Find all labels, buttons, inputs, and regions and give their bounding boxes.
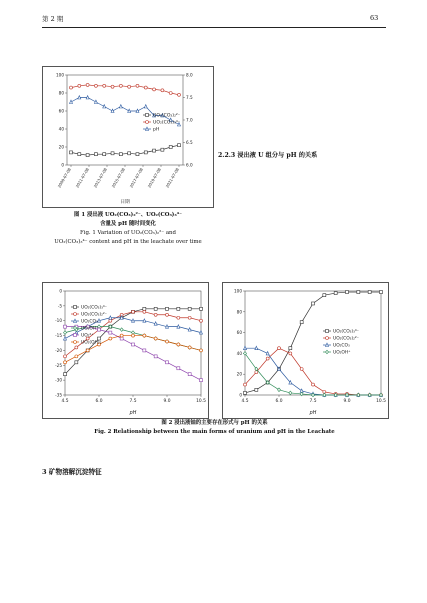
fig2a-data-point: [120, 337, 123, 340]
fig2b-ytick-label: 20: [236, 371, 242, 377]
fig2a-ytick-label: -25: [55, 362, 62, 368]
fig1-data-point: [119, 105, 122, 108]
fig1-data-point: [169, 92, 172, 95]
fig2b-data-point: [255, 388, 258, 391]
fig2a-data-point: [177, 325, 180, 328]
fig2a-data-point: [64, 355, 67, 358]
fig2a-legend-marker: [74, 341, 77, 344]
fig2b-data-point: [289, 352, 292, 355]
fig2a-data-point: [64, 325, 67, 328]
fig1-data-point: [136, 109, 139, 112]
fig2a-data-point: [154, 313, 157, 316]
fig2a-data-point: [132, 343, 135, 346]
fig1-data-point: [144, 86, 147, 89]
fig2a-series-line: [65, 336, 201, 363]
fig2a-data-point: [143, 349, 146, 352]
fig2a-data-point: [109, 337, 112, 340]
fig2a-legend-label: UO₂(CO₃)₂²⁻: [81, 312, 107, 318]
fig2b-ytick-label: 100: [234, 288, 242, 294]
fig2a-xtick-label: 4.5: [61, 399, 69, 404]
fig2a-data-point: [132, 319, 135, 322]
fig2b-ytick-label: 0: [239, 392, 242, 398]
fig2a-data-point: [166, 361, 169, 364]
fig1-ytick-label: 80: [58, 90, 64, 96]
fig1-data-point: [136, 84, 139, 87]
fig1-xtick-label: 2009-07-08: [56, 167, 72, 189]
fig2b-xtick-label: 10.5: [376, 399, 386, 404]
fig2a-data-point: [64, 373, 67, 376]
fig1-xtick-label: 2021-07-08: [164, 167, 180, 189]
fig1-data-point: [94, 84, 97, 87]
fig1-y2tick-label: 7.5: [186, 95, 193, 100]
fig1-caption-cn-2: 含量及 pH 随时间变化: [100, 221, 156, 227]
fig2b-ytick-label: 60: [236, 330, 242, 336]
fig2b-data-point: [244, 383, 247, 386]
figure-1-frame: [42, 66, 214, 208]
fig2a-xtick-label: 10.5: [196, 399, 206, 404]
fig1-data-point: [178, 93, 181, 96]
fig1-data-point: [94, 153, 97, 156]
fig2b-data-point: [312, 383, 315, 386]
fig2a-legend-marker: [74, 319, 77, 322]
fig1-legend-marker: [146, 114, 149, 117]
fig2b-data-point: [300, 321, 303, 324]
fig1-data-point: [161, 148, 164, 151]
running-head-left: 第 2 期: [42, 15, 64, 23]
fig2b-data-point: [346, 291, 349, 294]
fig2-caption-cn: 图 2 浸出液铀的主要存在形式与 pH 的关系: [161, 420, 268, 426]
subsection-title: 2.2.3 浸出液 U 组分与 pH 的关系: [218, 152, 318, 159]
fig2a-data-point: [154, 307, 157, 310]
fig2b-data-point: [266, 357, 269, 360]
fig2a-ytick-label: -30: [55, 377, 62, 383]
fig2a-legend-marker: [74, 313, 77, 316]
fig2a-xtick-label: 7.5: [129, 399, 137, 404]
fig1-data-point: [144, 151, 147, 154]
fig2a-legend-marker: [74, 306, 77, 309]
fig1-legend-label: UO₂(CO₃)₃⁴⁻: [153, 120, 181, 126]
fig2a-data-point: [75, 361, 78, 364]
fig2a-legend-marker: [74, 334, 77, 337]
fig2b-data-point: [255, 346, 258, 349]
fig2a-ytick-label: -5: [57, 303, 62, 309]
fig2a-data-point: [154, 355, 157, 358]
fig1-data-point: [103, 84, 106, 87]
fig2a-ytick-label: -15: [55, 333, 62, 339]
fig2a-data-point: [64, 361, 67, 364]
fig2a-legend-label: UO₂CO₃: [81, 319, 98, 325]
fig2b-ytick-label: 80: [236, 309, 242, 315]
fig1-data-point: [128, 152, 131, 155]
fig2a-data-point: [177, 367, 180, 370]
fig2a-data-point: [154, 337, 157, 340]
fig2b-data-point: [323, 294, 326, 297]
fig2b-series-line: [245, 348, 381, 395]
fig2b-legend-marker: [326, 330, 329, 333]
figure-2a-frame: [42, 282, 209, 419]
fig2b-series-line: [245, 348, 381, 395]
fig2a-data-point: [98, 337, 101, 340]
fig1-legend-marker: [146, 121, 149, 124]
fig2b-data-point: [244, 346, 247, 349]
fig2a-data-point: [188, 316, 191, 319]
fig2a-data-point: [177, 307, 180, 310]
fig1-data-point: [169, 146, 172, 149]
fig1-y2tick-label: 6.5: [186, 140, 193, 145]
fig1-data-point: [119, 84, 122, 87]
fig1-xtick-label: 2015-07-08: [110, 167, 126, 189]
fig2a-data-point: [188, 373, 191, 376]
fig2b-data-point: [312, 302, 315, 305]
fig2b-legend-label: UO₂(CO₃)₂²⁻: [333, 336, 359, 342]
fig2a-legend-label: UO₂(CO₃)₃⁴⁻: [81, 305, 107, 311]
fig2a-ytick-label: -20: [55, 347, 62, 353]
fig1-data-point: [103, 105, 106, 108]
fig2a-data-point: [86, 349, 89, 352]
fig2b-data-point: [244, 391, 247, 394]
fig1-legend-label: pH: [153, 127, 160, 133]
fig1-data-point: [128, 85, 131, 88]
fig2a-data-point: [166, 325, 169, 328]
header-rule: [42, 27, 386, 28]
fig2a-data-point: [200, 379, 203, 382]
fig1-y2tick-label: 6.0: [186, 162, 193, 168]
fig2a-data-point: [120, 328, 123, 332]
fig1-data-point: [86, 96, 89, 99]
fig1-data-point: [111, 85, 114, 88]
fig1-data-point: [86, 154, 89, 157]
fig1-data-point: [136, 153, 139, 156]
fig1-legend-label: UO₂(CO₃)₂²⁻: [153, 113, 181, 119]
fig1-data-point: [78, 153, 81, 156]
fig2b-data-point: [289, 347, 292, 350]
fig2a-data-point: [75, 355, 78, 358]
fig1-data-point: [161, 89, 164, 92]
fig1-data-point: [153, 88, 156, 91]
fig1-data-point: [119, 153, 122, 156]
fig2a-data-point: [166, 307, 169, 310]
fig2a-data-point: [177, 316, 180, 319]
fig1-caption-cn-1: 图 1 浸出液 UO₂(CO₃)₂²⁻、UO₂(CO₃)₃⁴⁻: [74, 212, 182, 218]
fig2a-data-point: [143, 310, 146, 313]
fig2a-ytick-label: -35: [55, 392, 62, 398]
fig2b-data-point: [380, 291, 383, 294]
fig2b-legend-marker: [326, 343, 329, 346]
fig1-data-point: [70, 86, 73, 89]
fig2a-data-point: [75, 346, 78, 349]
fig2a-data-point: [132, 310, 135, 313]
figure-2b-chart: [223, 283, 388, 418]
fig2b-data-point: [289, 391, 292, 395]
fig1-data-point: [153, 149, 156, 152]
fig2a-data-point: [109, 316, 112, 319]
fig2b-data-point: [368, 291, 371, 294]
fig2a-data-point: [143, 319, 146, 322]
fig2a-legend-label: UO₂OH⁺: [81, 326, 99, 332]
fig1-data-point: [70, 151, 73, 154]
fig1-ytick-label: 0: [61, 162, 64, 168]
fig1-ytick-label: 20: [58, 144, 64, 150]
fig1-data-point: [111, 152, 114, 155]
fig1-data-point: [128, 109, 131, 112]
fig2b-data-point: [278, 347, 281, 350]
fig2b-series-line: [245, 353, 381, 395]
fig1-data-point: [111, 109, 114, 112]
fig2b-data-point: [357, 291, 360, 294]
fig2a-data-point: [64, 337, 67, 340]
fig1-data-point: [78, 84, 81, 87]
fig2a-data-point: [177, 343, 180, 346]
figure-2b-frame: [222, 282, 389, 419]
fig2b-legend-marker: [326, 350, 329, 354]
fig2b-xtick-label: 6.0: [275, 399, 283, 404]
fig2a-data-point: [64, 331, 67, 335]
fig1-xtick-label: 2011-07-08: [74, 167, 90, 189]
fig2a-legend-label: UO₂²⁺: [81, 333, 94, 339]
fig1-data-point: [70, 100, 73, 103]
fig2a-data-point: [200, 331, 203, 334]
fig1-data-point: [178, 144, 181, 147]
fig2b-legend-label: UO₂OH⁺: [333, 350, 351, 356]
fig2a-data-point: [143, 334, 146, 337]
fig2a-data-point: [98, 319, 101, 322]
fig2a-data-point: [166, 313, 169, 316]
fig2a-data-point: [109, 331, 112, 334]
fig2-caption-en: Fig. 2 Relationship between the main forms of uranium and pH in the Leachate: [94, 429, 335, 435]
fig2b-legend-label: UO₂CO₃: [333, 343, 350, 349]
fig1-data-point: [78, 96, 81, 99]
fig2a-data-point: [166, 340, 169, 343]
fig2a-xtick-label: 6.0: [95, 399, 103, 404]
fig1-y2tick-label: 7.0: [186, 117, 193, 123]
page-number: 63: [370, 14, 379, 22]
fig2a-data-point: [120, 334, 123, 337]
fig2b-xtick-label: 7.5: [309, 399, 317, 404]
fig2b-legend-label: UO₂(CO₃)₃⁴⁻: [333, 329, 359, 335]
fig2b-legend-marker: [326, 337, 329, 340]
fig1-xtick-label: 2013-07-08: [92, 167, 108, 189]
fig2a-data-point: [143, 307, 146, 310]
fig2b-data-point: [278, 388, 281, 392]
fig2b-data-point: [266, 352, 269, 355]
fig2b-series-line: [245, 292, 381, 393]
fig2a-legend-label: UO₂(OH)₂: [81, 340, 102, 346]
fig1-ytick-label: 40: [58, 126, 64, 132]
fig1-caption-en-2: UO₂(CO₃)₃⁴⁻ content and pH in the leachate over time: [54, 239, 202, 245]
fig2a-data-point: [154, 322, 157, 325]
fig2b-xlabel: pH: [309, 411, 317, 416]
fig1-xtick-label: 2017-07-08: [128, 167, 144, 189]
fig1-ytick-label: 60: [58, 108, 64, 114]
fig2a-data-point: [200, 307, 203, 310]
fig1-data-point: [94, 100, 97, 103]
fig2a-data-point: [200, 319, 203, 322]
fig1-data-point: [103, 153, 106, 156]
fig2a-ytick-label: -10: [55, 318, 62, 324]
fig2a-data-point: [109, 319, 112, 322]
fig2b-data-point: [334, 292, 337, 295]
fig1-data-point: [144, 105, 147, 108]
figure-1-chart: [43, 67, 213, 207]
figure-2a-chart: [43, 283, 208, 418]
fig1-xlabel: 日期: [120, 200, 130, 205]
fig2a-xlabel: pH: [129, 411, 137, 416]
fig1-y2tick-label: 8.0: [186, 72, 193, 78]
fig2b-xtick-label: 4.5: [241, 399, 249, 404]
fig2a-ytick-label: 0: [59, 288, 62, 294]
fig2a-data-point: [188, 328, 191, 331]
fig2b-xtick-label: 9.0: [343, 399, 351, 404]
fig2a-data-point: [188, 307, 191, 310]
fig1-data-point: [86, 83, 89, 86]
fig1-legend-marker: [146, 127, 149, 130]
fig2b-ytick-label: 40: [236, 350, 242, 356]
fig2a-xtick-label: 9.0: [163, 399, 171, 404]
fig2a-data-point: [200, 349, 203, 352]
fig1-xtick-label: 2019-07-08: [146, 167, 162, 189]
section-3-title: 3 矿物溶解沉淀特征: [42, 468, 102, 476]
fig1-ytick-label: 100: [56, 72, 64, 78]
fig2a-data-point: [132, 334, 135, 337]
fig2a-data-point: [188, 346, 191, 349]
fig1-caption-en-1: Fig. 1 Variation of UO₂(CO₃)₂²⁻ and: [80, 230, 176, 236]
fig2b-data-point: [300, 368, 303, 371]
